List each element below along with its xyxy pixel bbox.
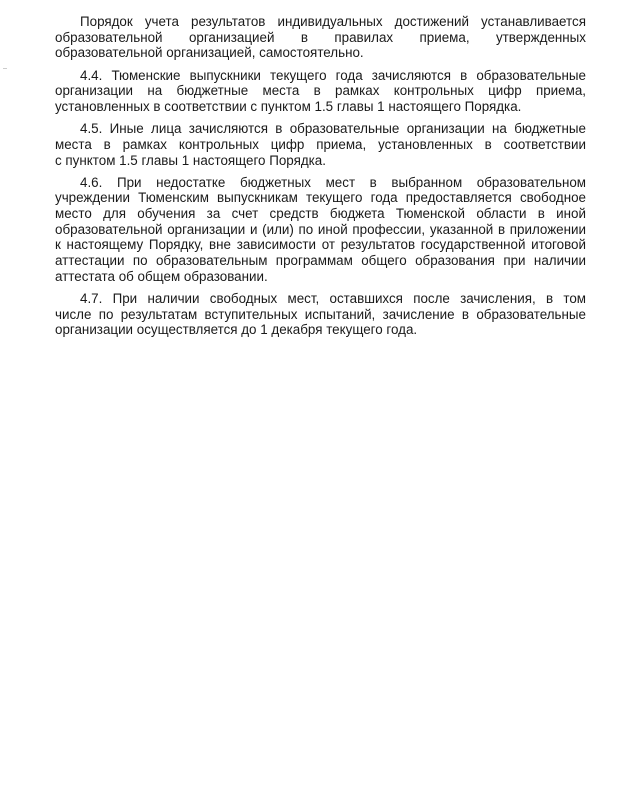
text-line: числе по результатам вступительных испытаний, зачисление в образовательные bbox=[55, 306, 586, 322]
scan-artifact bbox=[3, 68, 7, 69]
text-line: 4.6. При недостатке бюджетных мест в выбранном образовательном bbox=[80, 174, 586, 190]
text-line: установленных в соответствии с пунктом 1.5 главы 1 настоящего Порядка. bbox=[55, 98, 522, 114]
text-line: образовательной организации и (или) по иной профессии, указанной в приложении bbox=[55, 221, 586, 237]
text-line: Порядок учета результатов индивидуальных достижений устанавливается bbox=[80, 14, 586, 29]
paragraph bbox=[55, 121, 586, 168]
text-line: с пунктом 1.5 главы 1 настоящего Порядка. bbox=[55, 152, 326, 168]
paragraph bbox=[55, 14, 586, 61]
text-line: 4.5. Иные лица зачисляются в образовательные организации на бюджетные bbox=[80, 121, 586, 137]
text-line: аттестата об общем образовании. bbox=[55, 268, 268, 284]
document-page bbox=[55, 14, 586, 345]
text-line: учреждении Тюменским выпускникам текущего года предоставляется свободное bbox=[55, 190, 586, 206]
text-line: организации осуществляется до 1 декабря текущего года. bbox=[55, 322, 418, 338]
text-line: 4.7. При наличии свободных мест, оставшихся после зачисления, в том bbox=[80, 291, 586, 306]
text-line: образовательной организацией, самостоятельно. bbox=[55, 45, 364, 61]
text-line: образовательной организацией в правилах приема, утвержденных bbox=[55, 29, 586, 45]
paragraph bbox=[55, 175, 586, 285]
paragraph bbox=[55, 291, 586, 338]
text-line: организации на бюджетные места в рамках контрольных цифр приема, bbox=[55, 83, 586, 99]
text-line: места в рамках контрольных цифр приема, установленных в соответствии bbox=[55, 136, 586, 152]
text-line: 4.4. Тюменские выпускники текущего года зачисляются в образовательные bbox=[80, 67, 586, 83]
paragraph bbox=[55, 68, 586, 115]
text-line: к настоящему Порядку, вне зависимости от результатов государственной итоговой bbox=[55, 237, 586, 253]
text-line: аттестации по образовательным программам общего образования при наличии bbox=[55, 253, 586, 269]
text-line: место для обучения за счет средств бюджета Тюменской области в иной bbox=[55, 206, 586, 222]
